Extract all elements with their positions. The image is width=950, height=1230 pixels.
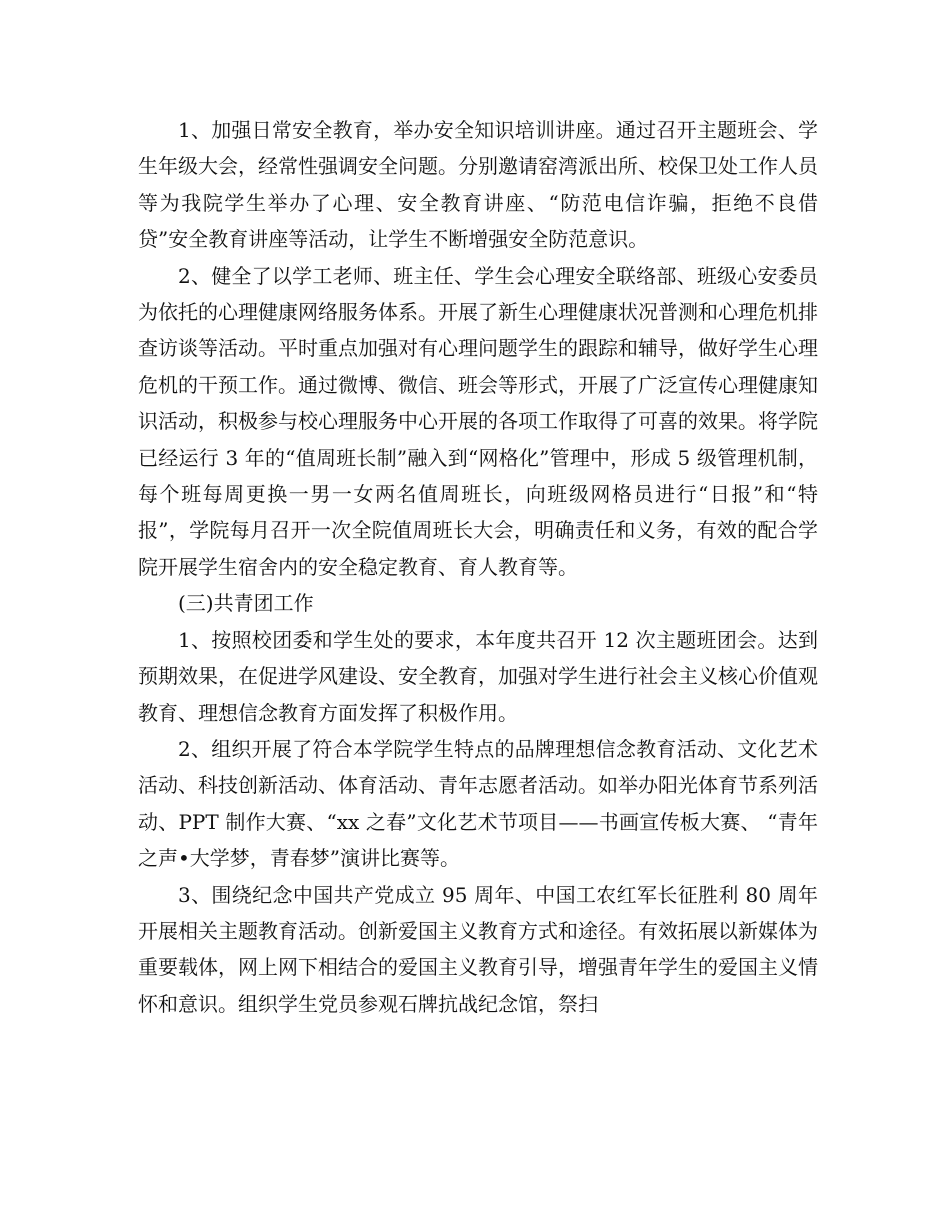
paragraph-safety-education: 1、加强日常安全教育，举办安全知识培训讲座。通过召开主题班会、学生年级大会，经常性强调安全问题。分别邀请窑湾派出所、校保卫处工作人员等为我院学生举办了心理、安全教育讲座、“防范电信诈骗，拒绝不良借贷”安全教育讲座等活动，让学生不断增强安全防范意识。	[138, 118, 818, 252]
paragraph-patriotic-education: 3、围绕纪念中国共产党成立 95 周年、中国工农红军长征胜利 80 周年开展相关主题教育活动。创新爱国主义教育方式和途径。有效拓展以新媒体为重要载体，网上网下相结合的爱国主义教育引导，增强青年学生的爱国主义情怀和意识。组织学生党员参观石牌抗战纪念馆，祭扫	[138, 882, 818, 1016]
paragraph-mental-health-network: 2、健全了以学工老师、班主任、学生会心理安全联络部、班级心安委员为依托的心理健康网络服务体系。开展了新生心理健康状况普测和心理危机排查访谈等活动。平时重点加强对有心理问题学生的跟踪和辅导，做好学生心理危机的干预工作。通过微博、微信、班会等形式，开展了广泛宣传心理健康知识活动，积极参与校心理服务中心开展的各项工作取得了可喜的效果。将学院已经运行 3 年的“值周班长制”融入到“网格化”管理中，形成 5 级管理机制，每个班每周更换一男一女两名值周班长，向班级网格员进行“日报”和“特报”，学院每月召开一次全院值周班长大会，明确责任和义务，有效的配合学院开展学生宿舍内的安全稳定教育、育人教育等。	[138, 263, 818, 579]
document-body	[138, 112, 818, 1022]
section-heading-youth-league: (三)共青团工作	[178, 591, 314, 616]
paragraph-brand-activities: 2、组织开展了符合本学院学生特点的品牌理想信念教育活动、文化艺术活动、科技创新活动、体育活动、青年志愿者活动。如举办阳光体育节系列活动、PPT 制作大赛、“xx 之春”文化艺术节项目——书画宣传板大赛、 “青年之声•大学梦，青春梦”演讲比赛等。	[138, 736, 818, 871]
paragraph-theme-meetings: 1、按照校团委和学生处的要求，本年度共召开 12 次主题班团会。达到预期效果，在促进学风建设、安全教育，加强对学生进行社会主义核心价值观教育、理想信念教育方面发挥了积极作用。	[138, 627, 818, 725]
